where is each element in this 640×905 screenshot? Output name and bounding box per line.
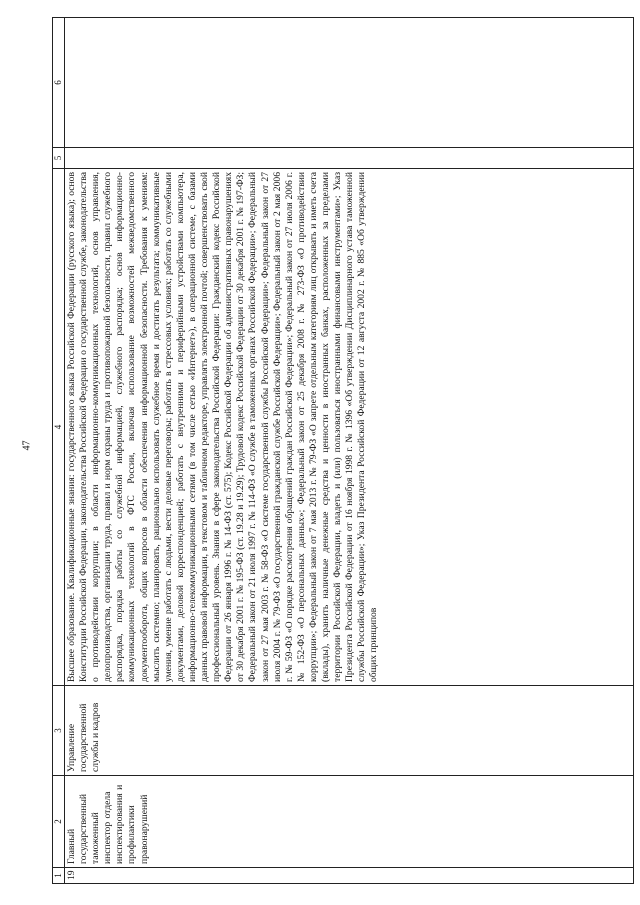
column-header-1: 1 <box>53 868 65 884</box>
department-cell: Управление государственной службы и кадров <box>65 686 634 776</box>
rotated-page-content <box>52 18 634 884</box>
column-5-cell <box>65 148 634 169</box>
table-header-row <box>53 18 65 884</box>
column-header-5: 5 <box>53 148 65 169</box>
column-header-3: 3 <box>53 686 65 776</box>
row-number-cell: 19 <box>65 868 634 884</box>
qualification-table <box>52 17 634 884</box>
position-title-cell: Главный государственный таможенный инспектор отдела инспектирования и профилактики правонарушений <box>65 776 634 868</box>
column-header-4: 4 <box>53 169 65 686</box>
table-row <box>65 18 634 884</box>
qualification-requirements-cell: Высшее образование. Квалификационные знания: государственного языка Российской Федерации (русского языка); основ Конституции Российской Федерации, законодательства Российской Федерации о государственной службе, законодательства о противодействии коррупции; в области информационно-коммуникационных технологий, основ управления, делопроизводства, организации труда, правил и норм охраны труда и противопожарной безопасности, правил служебного распорядка, порядка работы со служебной информацией, служебного распорядка; основ информационно-коммуникационных технологий в ФТС России, включая использование возможностей межведомственного документооборота, общих вопросов в области обеспечения информационной безопасности. Требования к умениям: мыслить системно; планировать, рационально использовать служебное время и достигать результата; коммуникативные умения, умение работать с людьми, вести деловые переговоры; работать в стрессовых условиях; работать со служебными документами, деловой корреспонденцией; работать с внутренними и периферийными устройствами компьютера, информационно-телекоммуникационными сетями (в том числе сетью «Интернет»), в операционной системе, с базами данных правовой информации, в текстовом и табличном редакторе, управлять электронной почтой; совершенствовать свой профессиональный уровень. Знания в сфере законодательства Российской Федерации: Гражданский кодекс Российской Федерации от 26 января 1996 г. № 14-ФЗ (ст. 575); Кодекс Российской Федерации об административных правонарушениях от 30 декабря 2001 г. № 195-ФЗ (ст. 19.28 и 19.29); Трудовой кодекс Российской Федерации от 30 декабря 2001 г. № 197-ФЗ; Федеральный закон от 21 июля 1997 г. № 114-ФЗ «О службе в таможенных органах Российской Федерации»; Федеральный закон от 27 мая 2003 г. № 58-ФЗ «О системе государственной службы Российской Федерации»; Федеральный закон от 27 июля 2004 г. № 79-ФЗ «О государственной гражданской службе Российской Федерации»; Федеральный закон от 2 мая 2006 г. № 59-ФЗ «О порядке рассмотрения обращений граждан Российской Федерации»; Федеральный закон от 27 июля 2006 г. № 152-ФЗ «О персональных данных»; Федеральный закон от 25 декабря 2008 г. № 273-ФЗ «О противодействии коррупции»; Федеральный закон от 7 мая 2013 г. № 79-ФЗ «О запрете отдельным категориям лиц открывать и иметь счета (вклады), хранить наличные денежные средства и ценности в иностранных банках, расположенных за пределами территории Российской Федерации, владеть и (или) пользоваться иностранными финансовыми инструментами»; Указ Президента Российской Федерации от 16 ноября 1998 г. № 1396 «Об утверждении Дисциплинарного устава таможенной службы Российской Федерации»; Указ Президента Российской Федерации от 12 августа 2002 г. № 885 «Об утверждении общих принципов <box>65 169 634 686</box>
page-number: 47 <box>21 440 33 451</box>
column-header-2: 2 <box>53 776 65 868</box>
column-6-cell <box>65 18 634 148</box>
column-header-6: 6 <box>53 18 65 148</box>
